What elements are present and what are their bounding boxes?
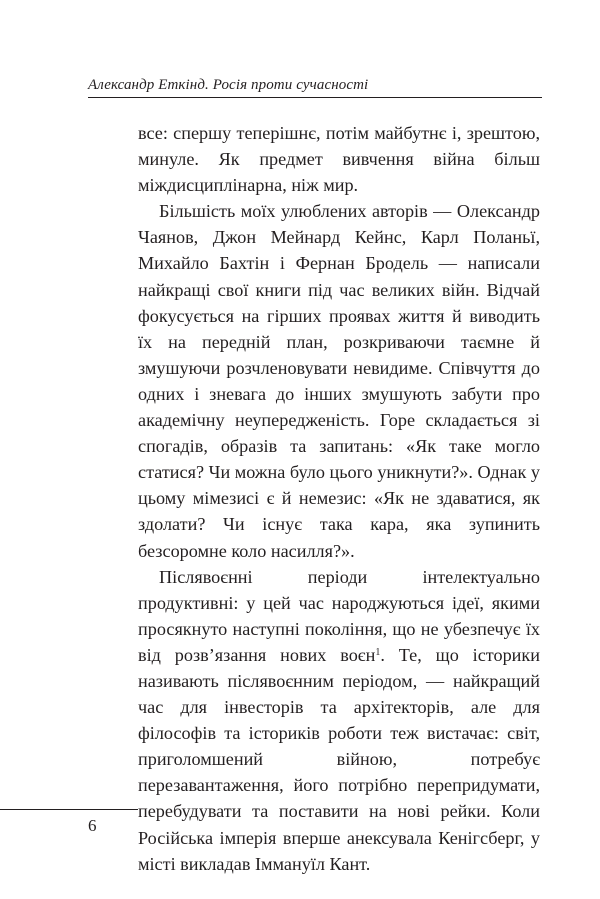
body-text bbox=[138, 120, 540, 877]
header-rule bbox=[88, 97, 542, 98]
footer-rule bbox=[0, 809, 138, 810]
paragraph-postwar-periods bbox=[138, 564, 540, 877]
page-number: 6 bbox=[88, 816, 97, 835]
running-title: Александр Еткінд. Росія проти сучасності bbox=[88, 77, 369, 93]
postwar-text-start: Післявоєнні періоди інтелектуально продуктивні: у цей час народжуються ідеї, якими просякнуто наступні покоління, що не убезпечує їх від розв’язання нових воєн bbox=[138, 566, 540, 665]
paragraph-favorite-authors: Більшість моїх улюблених авторів — Олександр Чаянов, Джон Мейнард Кейнс, Карл Поланьї, Михайло Бахтін і Фернан Бродель — написали найкращі свої книги під час великих війн. Відчай фокусується на гірших проявах життя й виводить їх на передній план, розкриваючи таємне й змушуючи розчленовувати невидиме. Співчуття до одних і зневага до інших змушують забути про академічну неупередженість. Горе складається зі спогадів, образів та запитань: «Як таке могло статися? Чи можна було цього уникнути?». Однак у цьому мімезисі є й немезис: «Як не здаватися, як здолати? Чи існує така кара, яка зупинить безсоромне коло насилля?». bbox=[138, 201, 540, 561]
running-header bbox=[88, 74, 542, 98]
footnote-reference[interactable]: 1 bbox=[375, 646, 381, 658]
postwar-text-end: . Те, що історики називають післявоєнним періодом, — найкращий час для інвесторів та архітекторів, але для філософів та істориків роботи теж вистачає: світ, приголомшений війною, потребує перезавантаження, його потрібно перепридумати, перебудувати та поставити на нові рейки. Коли Російська імперія вперше анексувала Кенігсберг, у місті викладав Іммануїл Кант. bbox=[138, 644, 540, 874]
paragraph-continuation: все: спершу теперішнє, потім майбутнє і, зрештою, минуле. Як предмет вивчення війна більш міждисциплінарна, ніж мир. bbox=[138, 123, 540, 196]
